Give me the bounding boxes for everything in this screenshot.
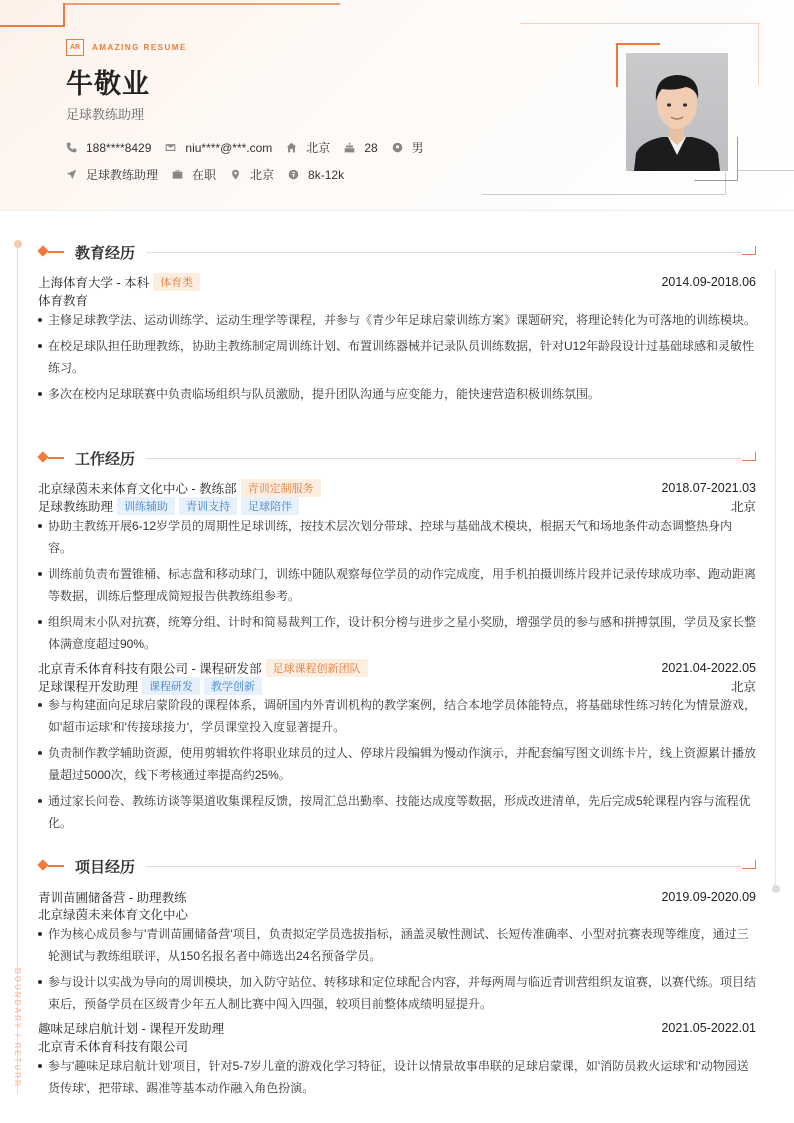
portrait-illustration (626, 53, 728, 171)
job-bullets (38, 694, 756, 838)
job-date: 2021.04-2022.05 (661, 661, 756, 675)
job-location: 北京 (730, 680, 756, 694)
candidate-name: 牛敬业 (66, 69, 150, 99)
salary-item (288, 168, 344, 182)
job-role: 足球课程开发助理 (38, 680, 139, 694)
age-icon (344, 142, 355, 153)
job-role-row (38, 497, 756, 515)
list-item: 训练前负责布置锥桶、标志盘和移动球门，训练中随队观察每位学员的动作完成度，用手机拍摄训练片段并记录传球成功率、跑动距离等数据，训练后整理成简短报告供教练组参考。 (38, 563, 756, 607)
diamond-icon (37, 859, 48, 870)
role-tag: 青训支持 (179, 497, 237, 515)
company-name: 北京青禾体育科技有限公司 - 课程研发部 (38, 662, 262, 676)
section-work-header (36, 448, 756, 468)
profile-photo (626, 53, 728, 171)
contact-row (66, 139, 438, 156)
project-org-row (38, 1037, 756, 1055)
diamond-icon (37, 245, 48, 256)
candidate-title: 足球教练助理 (66, 107, 145, 122)
company-tag: 足球课程创新团队 (266, 659, 368, 677)
list-item: 通过家长问卷、教练访谈等渠道收集课程反馈，按周汇总出勤率、技能达成度等数据，形成改进清单，先后完成5轮课程内容与流程优化。 (38, 790, 756, 834)
photo-corner (737, 137, 738, 181)
city-text: 北京 (306, 141, 331, 155)
major: 体育教育 (38, 294, 89, 308)
list-item: 作为核心成员参与'青训苗圃储备营'项目，负责拟定学员选拔指标，涵盖灵敏性测试、长短传准确率、小型对抗赛表现等维度，通过三轮测试与教练组联评，从150名报名者中筛选出24名预备学员。 (38, 923, 756, 967)
section-title: 项目经历 (75, 859, 136, 876)
list-item: 协助主教练开展6-12岁学员的周期性足球训练，按技术层次划分带球、控球与基础战术模块，根据天气和场地条件动态调整热身内容。 (38, 515, 756, 559)
status-text: 在职 (192, 168, 217, 182)
education-bullets (38, 309, 756, 409)
job-bullets (38, 515, 756, 659)
job-role: 足球教练助理 (38, 500, 114, 514)
corner-decor (742, 860, 756, 869)
job-company-row (38, 479, 756, 497)
decor-dash (48, 457, 64, 459)
role-tag: 课程研发 (142, 677, 200, 695)
location-item (230, 166, 274, 183)
decor-line (0, 25, 65, 27)
mail-icon (165, 142, 176, 153)
company-tag: 青训定制服务 (241, 479, 321, 497)
decor-frame (738, 170, 794, 171)
decor-dash (48, 865, 64, 867)
company-name: 北京绿茵未来体育文化中心 - 教练部 (38, 482, 237, 496)
photo-corner (616, 43, 660, 45)
list-item: 参与构建面向足球启蒙阶段的课程体系，调研国内外青训机构的教学案例，结合本地学员体能特点，将基础球性练习转化为情景游戏，如'超市运球'和'传接球接力'，学员课堂投入度显著提升。 (38, 694, 756, 738)
age-text: 28 (364, 140, 378, 155)
salary-text: 8k-12k (308, 167, 345, 182)
gender-text: 男 (411, 141, 424, 155)
list-item: 负责制作教学辅助资源，使用剪辑软件将职业球员的过人、停球片段编辑为慢动作演示，并配套编写图文训练卡片，线上资源累计播放量超过5000次，线下考核通过率提高约25%。 (38, 742, 756, 786)
email-text: niu****@***.com (185, 140, 273, 155)
decor-line (775, 270, 776, 888)
decor-frame (482, 194, 726, 195)
education-major-row (38, 291, 756, 309)
brand (66, 39, 187, 56)
salary-icon (288, 169, 299, 180)
list-item: 组织周末小队对抗赛，统筹分组、计时和简易裁判工作，设计积分榜与进步之星小奖励，增强学员的参与感和拼搏氛围，学员及家长整体满意度超过90%。 (38, 611, 756, 655)
position-item (66, 166, 158, 183)
decor-frame (725, 172, 726, 195)
job-role-row (38, 677, 756, 695)
project-name: 青训苗圃储备营 - 助理教练 (38, 891, 187, 905)
sidebar-vertical-text: BOUNDARY / RETURN (13, 968, 22, 1088)
send-icon (66, 169, 77, 180)
corner-decor (742, 452, 756, 461)
email-item (165, 141, 272, 155)
job-date: 2018.07-2021.03 (661, 481, 756, 495)
school-tag: 体育类 (153, 273, 200, 291)
project-bullets (38, 1055, 756, 1103)
divider (146, 866, 742, 867)
education-date: 2014.09-2018.06 (661, 275, 756, 289)
role-tag: 训练辅助 (117, 497, 175, 515)
age-item (344, 141, 377, 155)
briefcase-icon (172, 169, 183, 180)
divider (146, 252, 742, 253)
phone-item (66, 141, 151, 155)
decor-frame (520, 23, 760, 24)
brand-text: AMAZING RESUME (92, 43, 187, 52)
timeline-dot (14, 240, 22, 248)
gender-item (392, 139, 424, 156)
photo-corner (694, 180, 738, 181)
intent-row (66, 166, 358, 183)
corner-decor (742, 246, 756, 255)
timeline-line (17, 244, 18, 1094)
section-projects-header (36, 856, 756, 876)
project-date: 2021.05-2022.01 (661, 1021, 756, 1035)
decor-line (64, 3, 340, 5)
decor-dash (48, 251, 64, 253)
project-org-row (38, 905, 756, 923)
brand-badge: AR (66, 39, 84, 56)
role-tag: 足球陪伴 (241, 497, 299, 515)
gender-icon (392, 142, 403, 153)
location-icon (230, 169, 241, 180)
project-title-row (38, 1019, 756, 1037)
diamond-icon (37, 451, 48, 462)
list-item: 参与'趣味足球启航计划'项目，针对5-7岁儿童的游戏化学习特征，设计以情景故事串联的足球启蒙课，如'消防员救火运球'和'动物园送货传球'，把带球、踢准等基本动作融入角色扮演。 (38, 1055, 756, 1099)
project-name: 趣味足球启航计划 - 课程开发助理 (38, 1022, 225, 1036)
home-icon (286, 142, 297, 153)
section-title: 教育经历 (75, 245, 136, 262)
phone-text: 188****8429 (86, 140, 152, 155)
status-item (172, 166, 216, 183)
project-title-row (38, 888, 756, 906)
phone-icon (66, 142, 77, 153)
section-title: 工作经历 (75, 451, 136, 468)
location-text: 北京 (250, 168, 275, 182)
list-item: 多次在校内足球联赛中负责临场组织与队员激励，提升团队沟通与应变能力，能快速营造积极训练氛围。 (38, 383, 756, 405)
city-item (286, 139, 330, 156)
decor-dot (772, 885, 780, 893)
project-date: 2019.09-2020.09 (661, 890, 756, 904)
project-bullets (38, 923, 756, 1019)
section-education-header (36, 242, 756, 262)
divider (146, 458, 742, 459)
education-entry (38, 273, 756, 291)
job-company-row (38, 659, 756, 677)
list-item: 参与设计以实战为导向的周训模块，加入防守站位、转移球和定位球配合内容，并每两周与临近青训营组织友谊赛，以赛代练。项目结束后，预备学员在区级青少年五人制比赛中闯入四强，较项目前整体成绩明显提升。 (38, 971, 756, 1015)
decor-frame (758, 23, 759, 85)
list-item: 主修足球教学法、运动训练学、运动生理学等课程，并参与《青少年足球启蒙训练方案》课题研究，将理论转化为可落地的训练模块。 (38, 309, 756, 331)
decor-line (63, 3, 65, 27)
photo-corner (616, 43, 618, 87)
list-item: 在校足球队担任助理教练，协助主教练制定周训练计划、布置训练器械并记录队员训练数据，针对U12年龄段设计过基础球感和灵敏性练习。 (38, 335, 756, 379)
project-org: 北京绿茵未来体育文化中心 (38, 908, 189, 922)
job-location: 北京 (730, 500, 756, 514)
position-text: 足球教练助理 (86, 168, 159, 182)
resume-header (0, 0, 794, 211)
project-org: 北京青禾体育科技有限公司 (38, 1040, 189, 1054)
role-tag: 教学创新 (204, 677, 262, 695)
school-name: 上海体育大学 - 本科 (38, 276, 150, 290)
